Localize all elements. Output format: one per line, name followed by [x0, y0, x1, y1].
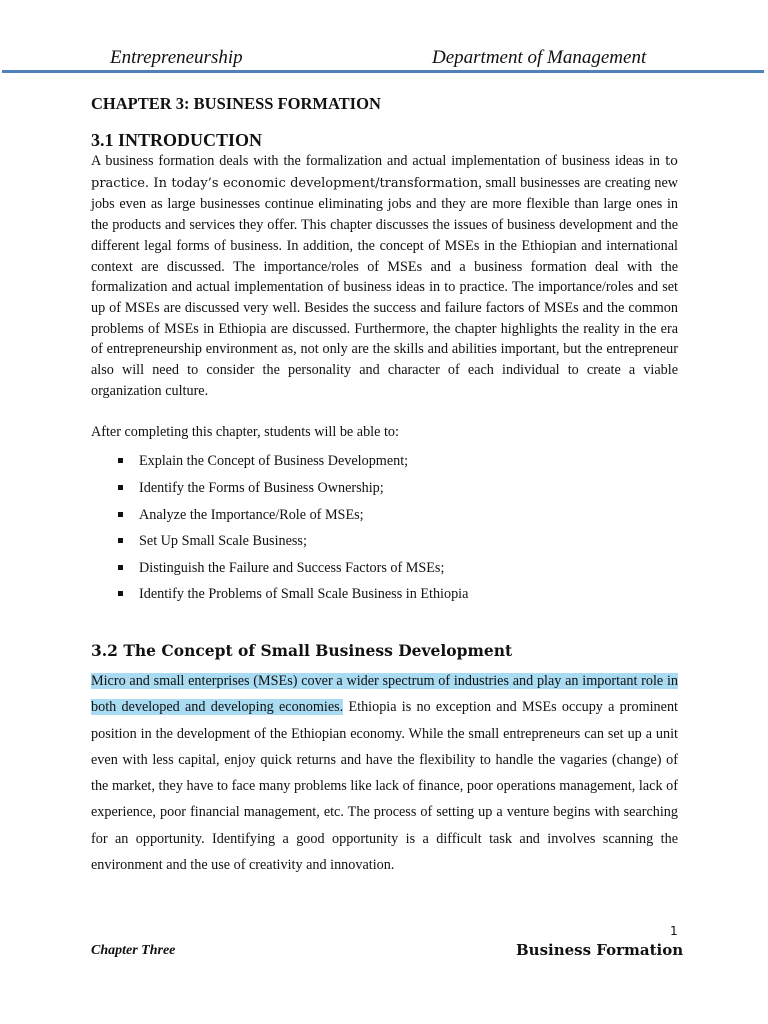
introduction-paragraph: [91, 151, 678, 401]
objective-text: Distinguish the Failure and Success Factors of MSEs;: [139, 559, 445, 576]
objectives-lead: After completing this chapter, students will be able to:: [91, 424, 399, 441]
intro-text-part-1: A business formation deals with the formalization and actual implementation of business ideas in: [91, 153, 665, 169]
objective-text: Analyze the Importance/Role of MSEs;: [139, 506, 364, 523]
page-header: [0, 0, 768, 74]
square-bullet-icon: [118, 591, 123, 596]
footer-chapter-label: Chapter Three: [91, 943, 176, 958]
footer-chapter-title: Business Formation: [516, 941, 684, 959]
objectives-list: [91, 448, 678, 608]
header-department: Department of Management: [432, 47, 647, 68]
header-course-title: Entrepreneurship: [110, 47, 243, 68]
chapter-title: CHAPTER 3: BUSINESS FORMATION: [91, 94, 381, 113]
concept-text-rest: Ethiopia is no exception and MSEs occupy a prominent position in the development of the Ethiopian economy. While the small entrepreneurs can set up a unit even with less capital, enjoy quick returns and have the flexibility to handle the vagaries (change) of the market, they have to face many problems like lack of finance, poor operations management, lack of experience, poor financial management, etc. The process of setting up a venture begins with searching for an opportunity. Identifying a good opportunity is a difficult task and involves scanning the environment and the use of creativity and innovation.: [91, 699, 678, 874]
page-content: [91, 93, 678, 878]
highlighted-text: Micro and small enterprises (MSEs) cover a wider spectrum of industries and play an important role in both developed and developing economies.: [91, 673, 678, 716]
concept-paragraph: [91, 668, 678, 878]
square-bullet-icon: [118, 485, 123, 490]
section-3-2-title: 3.2 The Concept of Small Business Development: [91, 641, 513, 660]
list-item: [91, 581, 678, 608]
objective-text: Set Up Small Scale Business;: [139, 533, 307, 550]
objective-text: Explain the Concept of Business Development;: [139, 453, 409, 470]
page-number: 1: [670, 924, 678, 938]
objective-text: Identify the Problems of Small Scale Business in Ethiopia: [139, 586, 469, 603]
square-bullet-icon: [118, 538, 123, 543]
list-item: [91, 448, 678, 475]
square-bullet-icon: [118, 458, 123, 463]
intro-text-mixed-font: to practice. In today’s economic development/transformation: [91, 154, 678, 191]
intro-text-part-2: , small businesses are creating new jobs even as large businesses continue eliminating jobs and they are more flexible than large ones in the products and services they offer. This chapter discusses the issues of business development and the different legal forms of business. In addition, the concept of MSEs in the Ethiopian and international context are discussed. The importance/roles of MSEs and a business formation deal with the formalization and actual implementation of business ideas in to practice. The importance/roles and set up of MSEs are discussed very well. Besides the success and failure factors of MSEs and the common problems of MSEs in Ethiopia are discussed. Furthermore, the chapter highlights the reality in the era of entrepreneurship environment as, not only are the skills and abilities important, but the entrepreneur also will need to consider the personality and character of each individual to create a viable organization culture.: [91, 174, 678, 399]
list-item: [91, 555, 678, 582]
square-bullet-icon: [118, 565, 123, 570]
square-bullet-icon: [118, 512, 123, 517]
header-divider: [2, 70, 764, 73]
list-item: [91, 475, 678, 502]
list-item: [91, 502, 678, 529]
list-item: [91, 528, 678, 555]
objective-text: Identify the Forms of Business Ownership;: [139, 480, 384, 497]
section-3-1-title: 3.1 INTRODUCTION: [91, 130, 263, 150]
